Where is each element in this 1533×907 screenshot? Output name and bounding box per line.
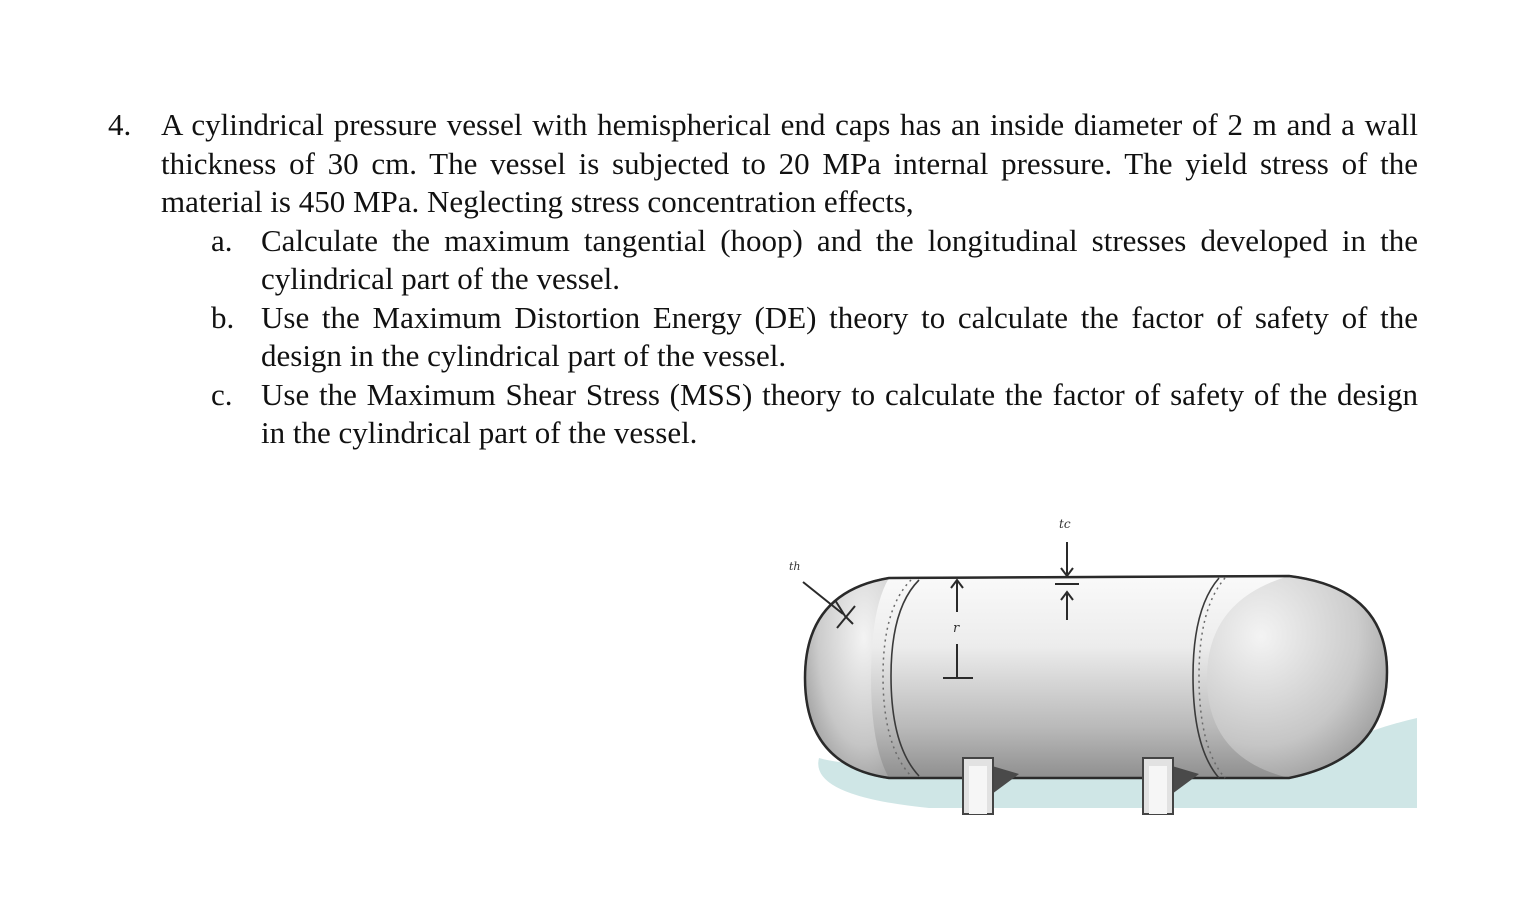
sub-question-label: a.: [211, 222, 233, 258]
tc-label: tc: [1059, 517, 1071, 531]
question-row: [108, 106, 1418, 222]
sub-question-a: [211, 222, 1418, 299]
pressure-vessel-figure: [779, 496, 1417, 835]
sub-question-c: [211, 376, 1418, 453]
sub-question-label: c.: [211, 376, 233, 412]
sub-question-text: Calculate the maximum tangential (hoop) and the longitudinal stresses developed in the cylindrical part of the vessel.: [261, 222, 1418, 296]
pressure-vessel-drawing: [779, 496, 1417, 835]
sub-question-label: b.: [211, 299, 235, 335]
radius-label: r: [953, 621, 960, 636]
question-text: A cylindrical pressure vessel with hemispherical end caps has an inside diameter of 2 m and a wall thickness of 30 cm. The vessel is subjected to 20 MPa internal pressure. The yield stress of the material is 450 MPa. Neglecting stress concentration effects,: [161, 107, 1418, 219]
sub-question-text: Use the Maximum Shear Stress (MSS) theory to calculate the factor of safety of the design in the cylindrical part of the vessel.: [261, 376, 1418, 450]
th-label: th: [789, 560, 801, 573]
sub-question-text: Use the Maximum Distortion Energy (DE) theory to calculate the factor of safety of the design in the cylindrical part of the vessel.: [261, 299, 1418, 373]
sub-questions: [211, 222, 1418, 453]
question-number: 4.: [108, 107, 132, 142]
sub-question-b: [211, 299, 1418, 376]
problem-statement: [108, 106, 1418, 453]
